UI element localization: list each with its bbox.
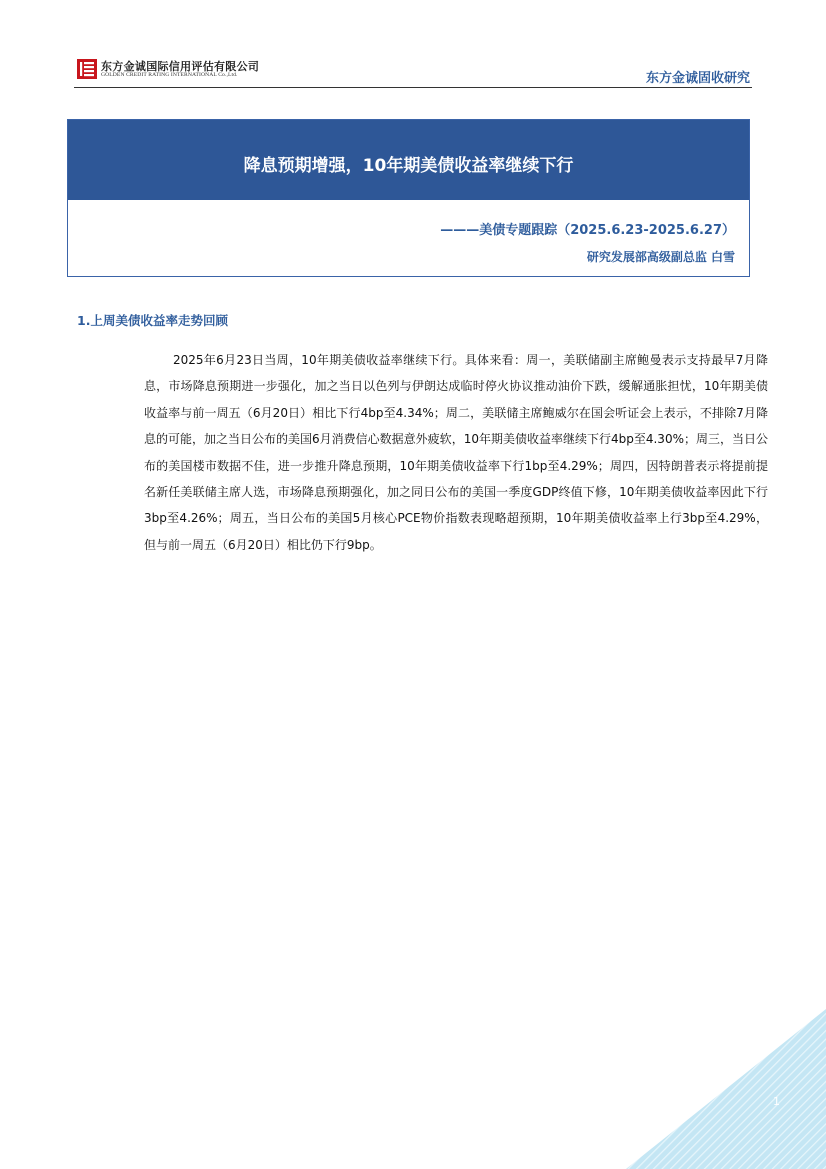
corner-decoration-icon bbox=[626, 1009, 826, 1169]
page-number: 1 bbox=[773, 1095, 780, 1108]
report-title-box bbox=[67, 119, 750, 277]
company-name-en: GOLDEN CREDIT RATING INTERNATIONAL Co.,Ltd. bbox=[101, 72, 238, 78]
report-subtitle: ———美债专题跟踪（2025.6.23-2025.6.27） bbox=[440, 223, 735, 238]
section-paragraph: 2025年6月23日当周，10年期美债收益率继续下行。具体来看：周一，美联储副主席鲍曼表示支持最早7月降息，市场降息预期进一步强化，加之当日以色列与伊朗达成临时停火协议推动油价下跌，缓解通胀担忧，10年期美债收益率与前一周五（6月20日）相比下行4bp至4.34%；周二，美联储主席鲍威尔在国会听证会上表示，不排除7月降息的可能，加之当日公布的美国6月消费信心数据意外疲软，10年期美债收益率继续下行4bp至4.30%；周三，当日公布的美国楼市数据不佳，进一步推升降息预期，10年期美债收益率下行1bp至4.29%；周四，因特朗普表示将提前提名新任美联储主席人选，市场降息预期强化，加之同日公布的美国一季度GDP终值下修，10年期美债收益率因此下行3bp至4.26%；周五，当日公布的美国5月核心PCE物价指数表现略超预期，10年期美债收益率上行3bp至4.29%，但与前一周五（6月20日）相比仍下行9bp。 bbox=[144, 353, 768, 552]
research-label: 东方金诚固收研究 bbox=[645, 71, 750, 86]
report-title: 降息预期增强，10年期美债收益率继续下行 bbox=[243, 156, 574, 176]
company-logo-mark-icon bbox=[77, 59, 97, 79]
header-divider bbox=[74, 87, 752, 88]
company-logo bbox=[77, 58, 277, 84]
report-author: 研究发展部高级副总监 白雪 bbox=[586, 250, 735, 264]
company-name: 东方金诚国际信用评估有限公司 bbox=[101, 60, 260, 73]
section-heading: 1.上周美债收益率走势回顾 bbox=[77, 313, 228, 328]
title-band bbox=[68, 120, 749, 200]
